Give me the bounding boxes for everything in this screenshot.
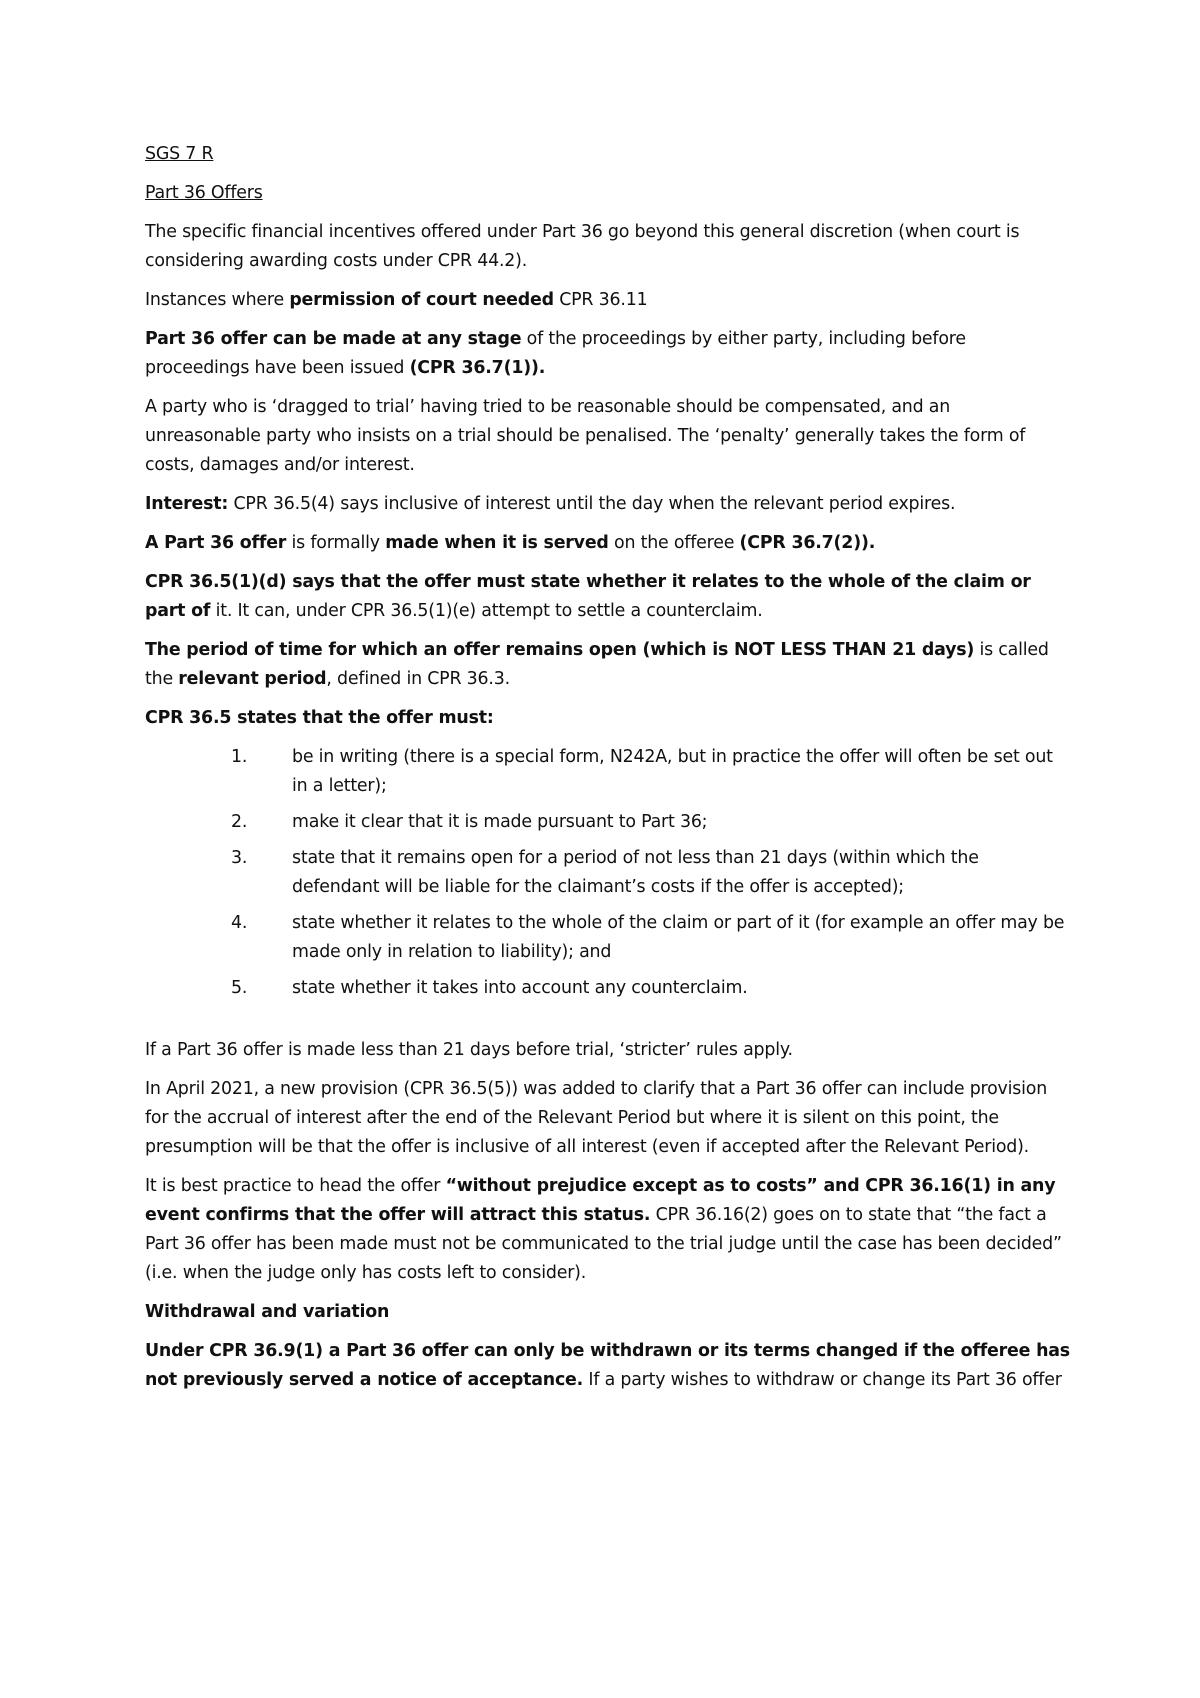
- section-heading-withdrawal: Withdrawal and variation: [145, 1302, 390, 1322]
- section-heading-part36: Part 36 Offers: [145, 183, 263, 203]
- paragraph-served: A Part 36 offer is formally made when it is served on the offeree (CPR 36.7(2)).: [145, 533, 876, 553]
- paragraph-relevant-period: The period of time for which an offer remains open (which is NOT LESS THAN 21 days) is called the relevant period, defined in CPR 36.3.: [145, 640, 1049, 689]
- paragraph-stricter-rules: If a Part 36 offer is made less than 21 days before trial, ‘stricter’ rules apply.: [145, 1040, 793, 1060]
- paragraph-any-stage: Part 36 offer can be made at any stage of the proceedings by either party, including before proceedings have been issued (CPR 36.7(1)).: [145, 329, 966, 378]
- paragraph-interest: Interest: CPR 36.5(4) says inclusive of interest until the day when the relevant period expires.: [145, 494, 956, 514]
- paragraph-withdrawal: Under CPR 36.9(1) a Part 36 offer can only be withdrawn or its terms changed if the offeree has not previously served a notice of acceptance. If a party wishes to withdraw or change its Part 36 offer: [145, 1341, 1070, 1390]
- list-item: 2. make it clear that it is made pursuant to Part 36;: [231, 812, 708, 832]
- list-item: 3. state that it remains open for a period of not less than 21 days (within which the defendant will be liable for the claimant’s costs if the offer is accepted);: [231, 848, 979, 897]
- paragraph-permission: Instances where permission of court needed CPR 36.11: [145, 290, 648, 310]
- document-page: [145, 140, 1070, 1405]
- paragraph-offer-must: CPR 36.5 states that the offer must:: [145, 708, 494, 728]
- list-item: 4. state whether it relates to the whole of the claim or part of it (for example an offer may be made only in relation to liability); and: [231, 913, 1065, 962]
- paragraph-april-2021: In April 2021, a new provision (CPR 36.5(5)) was added to clarify that a Part 36 offer can include provision for the accrual of interest after the end of the Relevant Period but where it is silent on this point, the presumption will be that the offer is inclusive of all interest (even if accepted after the Relevant Period).: [145, 1079, 1048, 1157]
- requirements-list: [145, 743, 1070, 1003]
- doc-code-heading: SGS 7 R: [145, 144, 214, 164]
- paragraph-best-practice: It is best practice to head the offer “without prejudice except as to costs” and CPR 36.16(1) in any event confirms that the offer will attract this status. CPR 36.16(2) goes on to state that “the fact a Part 36 offer has been made must not be communicated to the trial judge until the case has been decided” (i.e. when the judge only has costs left to consider).: [145, 1176, 1062, 1283]
- paragraph-penalty: A party who is ‘dragged to trial’ having tried to be reasonable should be compensated, and an unreasonable party who insists on a trial should be penalised. The ‘penalty’ generally takes the form of costs, damages and/or interest.: [145, 397, 1026, 475]
- paragraph-incentives: The specific financial incentives offered under Part 36 go beyond this general discretion (when court is considering awarding costs under CPR 44.2).: [145, 222, 1020, 271]
- paragraph-whole-claim: CPR 36.5(1)(d) says that the offer must state whether it relates to the whole of the claim or part of it. It can, under CPR 36.5(1)(e) attempt to settle a counterclaim.: [145, 572, 1031, 621]
- list-item: 5. state whether it takes into account any counterclaim.: [231, 978, 748, 998]
- list-item: 1. be in writing (there is a special form, N242A, but in practice the offer will often be set out in a letter);: [231, 747, 1053, 796]
